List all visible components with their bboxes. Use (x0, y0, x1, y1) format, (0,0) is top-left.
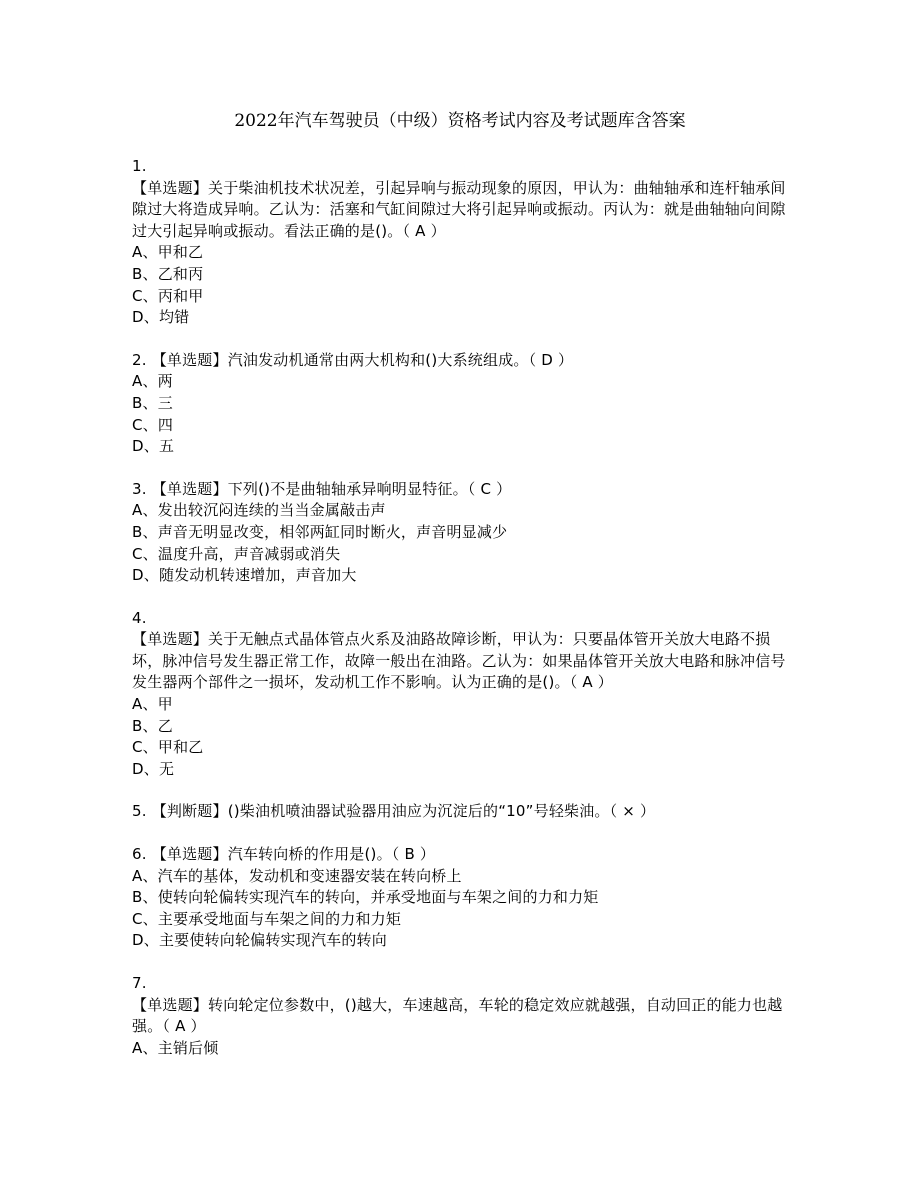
option: D、主要使转向轮偏转实现汽车的转向 (132, 931, 387, 950)
option: A、两 (132, 372, 173, 391)
option: B、使转向轮偏转实现汽车的转向，并承受地面与车架之间的力和力矩 (132, 888, 599, 907)
option: A、甲 (132, 695, 173, 714)
option: C、甲和乙 (132, 738, 204, 757)
question-stem: 【单选题】汽油发动机通常由两大机构和()大系统组成。（ D ） (151, 350, 574, 369)
question-stem-line (132, 844, 792, 866)
option: D、五 (132, 437, 175, 456)
option: B、乙和丙 (132, 264, 204, 283)
option: C、温度升高，声音减弱或消失 (132, 544, 341, 563)
question-stem: 【单选题】转向轮定位参数中，()越大，车速越高，车轮的稳定效应就越强，自动回正的能力也越强。（ A ） (132, 995, 783, 1036)
question-stem: 【单选题】关于柴油机技术状况差，引起异响与振动现象的原因，甲认为：曲轴轴承和连杆轴承间隙过大将造成异响。乙认为：活塞和气缸间隙过大将引起异响或振动。丙认为：就是曲轴轴向间隙过大引起异响或振动。看法正确的是()。（ A ） (132, 178, 786, 240)
question-stem: 【判断题】()柴油机喷油器试验器用油应为沉淀后的“10”号轻柴油。（ × ） (151, 802, 656, 821)
question-5 (132, 801, 792, 823)
option: C、丙和甲 (132, 286, 204, 305)
option: A、汽车的基体，发动机和变速器安装在转向桥上 (132, 866, 462, 885)
question-number: 1. (132, 157, 147, 175)
question-4 (132, 608, 792, 781)
question-stem-line (132, 350, 792, 372)
question-number: 6. (132, 845, 147, 864)
question-number: 4. (132, 608, 147, 627)
question-stem: 【单选题】下列()不是曲轴轴承异响明显特征。（ C ） (151, 479, 512, 498)
option: A、甲和乙 (132, 243, 204, 262)
question-list (132, 156, 792, 1080)
option: D、均错 (132, 308, 190, 327)
question-stem: 【单选题】汽车转向桥的作用是()。（ B ） (151, 845, 436, 864)
question-7 (132, 973, 792, 1059)
question-1 (132, 156, 792, 329)
question-6 (132, 844, 792, 952)
option: B、三 (132, 393, 173, 412)
question-2 (132, 350, 792, 458)
question-number: 7. (132, 974, 147, 992)
question-stem: 【单选题】关于无触点式晶体管点火系及油路故障诊断，甲认为：只要晶体管开关放大电路不损坏，脉冲信号发生器正常工作，故障一般出在油路。乙认为：如果晶体管开关放大电路和脉冲信号发生器两个部件之一损坏，发动机工作不影响。认为正确的是()。（ A ） (132, 630, 786, 692)
question-number: 2. (132, 350, 147, 369)
document-title: 2022年汽车驾驶员（中级）资格考试内容及考试题库含答案 (234, 111, 686, 131)
option: C、四 (132, 415, 174, 434)
option: A、主销后倾 (132, 1038, 219, 1057)
question-stem-line (132, 479, 792, 501)
question-3 (132, 479, 792, 587)
question-stem-line (132, 801, 792, 823)
option: D、无 (132, 759, 175, 778)
option: D、随发动机转速增加，声音加大 (132, 566, 357, 585)
option: B、声音无明显改变，相邻两缸同时断火，声音明显减少 (132, 522, 508, 541)
option: C、主要承受地面与车架之间的力和力矩 (132, 909, 402, 928)
option: A、发出较沉闷连续的当当金属敲击声 (132, 501, 386, 520)
question-number: 5. (132, 802, 147, 821)
option: B、乙 (132, 716, 173, 735)
question-number: 3. (132, 479, 147, 498)
